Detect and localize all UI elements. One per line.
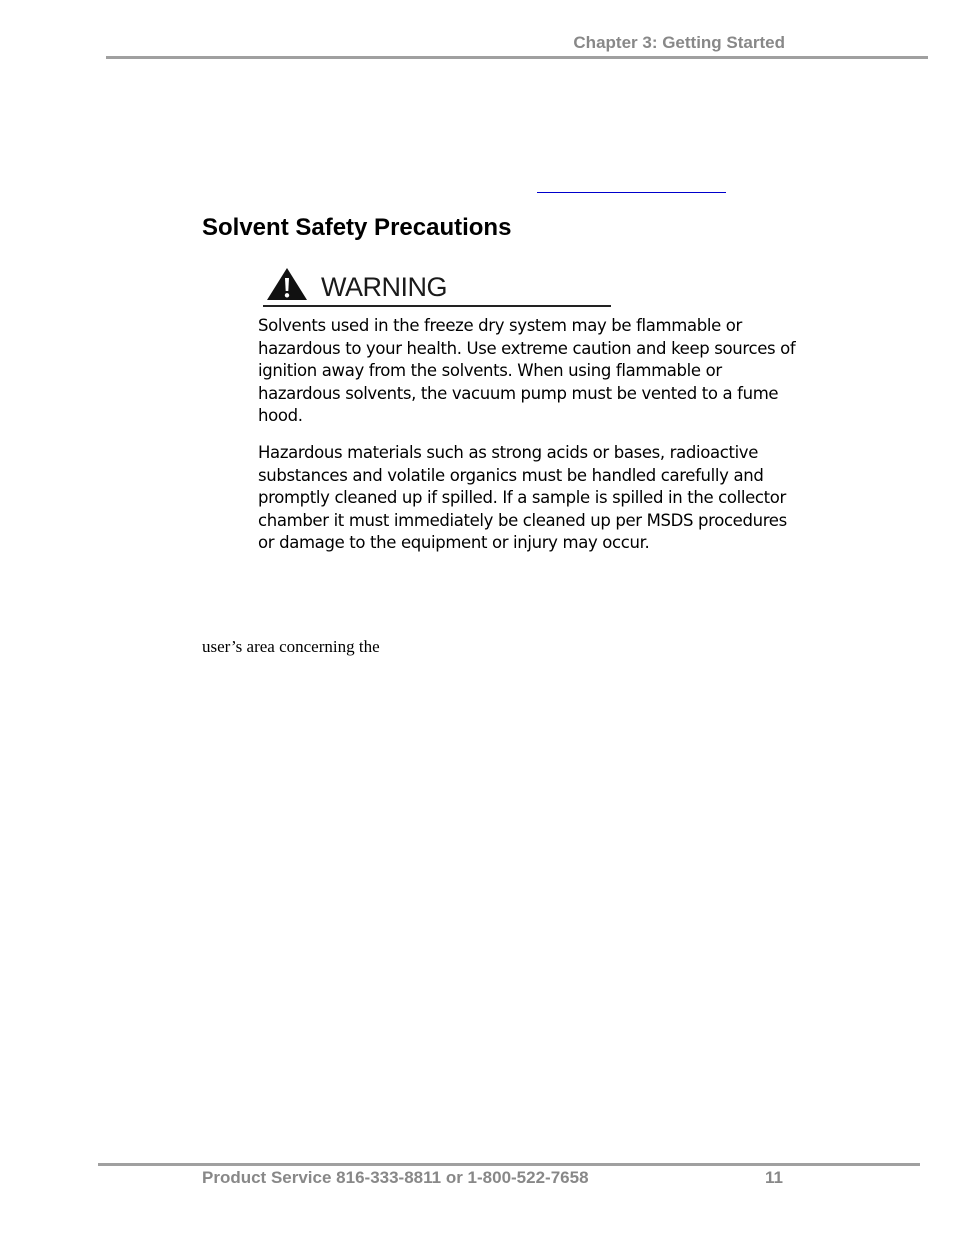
header-divider [106, 56, 928, 59]
warning-underline [263, 305, 611, 307]
hyperlink-underline[interactable] [537, 192, 726, 193]
section-heading: Solvent Safety Precautions [202, 214, 512, 241]
warning-paragraph-solvents: Solvents used in the freeze dry system may be flammable or hazardous to your health. Use extreme caution and keep sources of ignition away from the solvents. When using flammable or hazardous solvents, the vacuum pump must be vented to a fume hood. [258, 316, 796, 426]
warning-banner [263, 266, 611, 308]
warning-triangle-icon [266, 267, 308, 301]
page-number: 11 [765, 1168, 783, 1187]
warning-paragraph-hazardous-materials: Hazardous materials such as strong acids or bases, radioactive substances and volatile organics must be handled carefully and promptly cleaned up if spilled. If a sample is spilled in the collector chamber it must immediately be cleaned up per MSDS procedures or damage to the equipment or injury may occur. [258, 443, 787, 553]
body-text-fragment: user’s area concerning the [202, 637, 380, 656]
footer-service-contact: Product Service 816-333-8811 or 1-800-522-7658 [202, 1168, 589, 1187]
warning-label: WARNING [321, 272, 447, 302]
footer-divider [98, 1163, 920, 1166]
chapter-title: Chapter 3: Getting Started [573, 33, 785, 52]
